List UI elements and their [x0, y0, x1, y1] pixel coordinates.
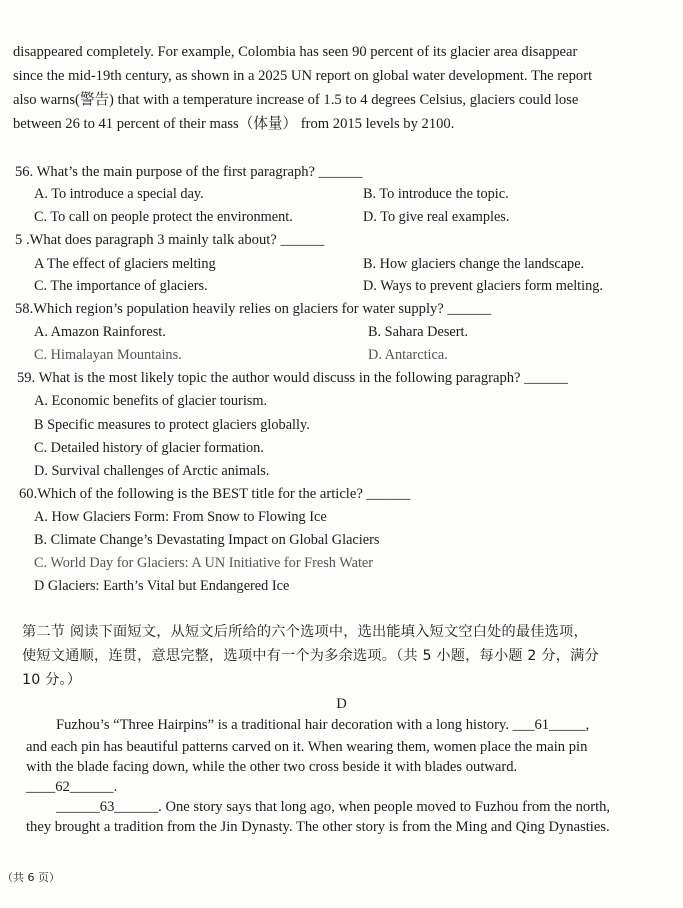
option-d: D Glaciers: Earth’s Vital but Endangered Ice — [34, 578, 290, 594]
passage-d-line: Fuzhou’s “Three Hairpins” is a traditional hair decoration with a long history. ___61_____, — [56, 717, 590, 733]
page-footer: （共 6 页） — [2, 871, 60, 884]
option-d: D. Ways to prevent glaciers form melting. — [363, 278, 603, 294]
option-d: D. Survival challenges of Arctic animals. — [34, 463, 270, 479]
option-b: B. Sahara Desert. — [368, 324, 469, 340]
option-c: C. Himalayan Mountains. — [34, 347, 182, 363]
question-stem: 59. What is the most likely topic the author would discuss in the following paragraph? ______ — [17, 370, 568, 386]
passage-d-line: ____62______. — [26, 779, 118, 795]
option-d: D. Antarctica. — [368, 347, 448, 363]
option-c: C. The importance of glaciers. — [34, 278, 208, 294]
option-c: C. To call on people protect the environment. — [34, 209, 293, 225]
option-a: A. Economic benefits of glacier tourism. — [34, 393, 268, 409]
section-instructions: 第二节 阅读下面短文，从短文后所给的六个选项中，选出能填入短文空白处的最佳选项， — [22, 624, 588, 640]
option-b: B Specific measures to protect glaciers globally. — [34, 417, 310, 433]
option-c: C. World Day for Glaciers: A UN Initiative for Fresh Water — [34, 555, 374, 571]
passage-line: also warns(警告) that with a temperature increase of 1.5 to 4 degrees Celsius, glaciers could lose — [13, 92, 579, 108]
passage-line: since the mid-19th century, as shown in a 2025 UN report on global water development. The report — [13, 68, 593, 84]
passage-d-line: ______63______. One story says that long ago, when people moved to Fuzhou from the north, — [56, 799, 611, 815]
option-a: A The effect of glaciers melting — [34, 256, 216, 272]
question-stem: 5 .What does paragraph 3 mainly talk about? ______ — [15, 232, 325, 248]
option-b: B. To introduce the topic. — [363, 186, 509, 202]
section-instructions: 使短文通顺，连贯，意思完整，选项中有一个为多余选项。（共 5 小题，每小题 2 分，满分 — [22, 648, 599, 664]
option-a: A. Amazon Rainforest. — [34, 324, 166, 340]
passage-label: D — [336, 696, 347, 712]
passage-d-line: with the blade facing down, while the other two cross beside it with blades outward. — [26, 759, 518, 775]
option-b: B. How glaciers change the landscape. — [363, 256, 585, 272]
option-b: B. Climate Change’s Devastating Impact on Global Glaciers — [34, 532, 380, 548]
passage-d-line: and each pin has beautiful patterns carved on it. When wearing them, women place the main pin — [26, 739, 588, 755]
passage-d-line: they brought a tradition from the Jin Dynasty. The other story is from the Ming and Qing Dynasties. — [26, 819, 610, 835]
option-a: A. How Glaciers Form: From Snow to Flowing Ice — [34, 509, 327, 525]
question-stem: 58.Which region’s population heavily relies on glaciers for water supply? ______ — [15, 301, 492, 317]
option-d: D. To give real examples. — [363, 209, 510, 225]
passage-line: between 26 to 41 percent of their mass（体量） from 2015 levels by 2100. — [13, 116, 455, 132]
question-stem: 56. What’s the main purpose of the first paragraph? ______ — [15, 164, 363, 180]
passage-line: disappeared completely. For example, Colombia has seen 90 percent of its glacier area disappear — [13, 44, 578, 60]
option-a: A. To introduce a special day. — [34, 186, 204, 202]
question-stem: 60.Which of the following is the BEST title for the article? ______ — [19, 486, 411, 502]
option-c: C. Detailed history of glacier formation. — [34, 440, 264, 456]
section-instructions: 10 分。） — [22, 672, 82, 688]
